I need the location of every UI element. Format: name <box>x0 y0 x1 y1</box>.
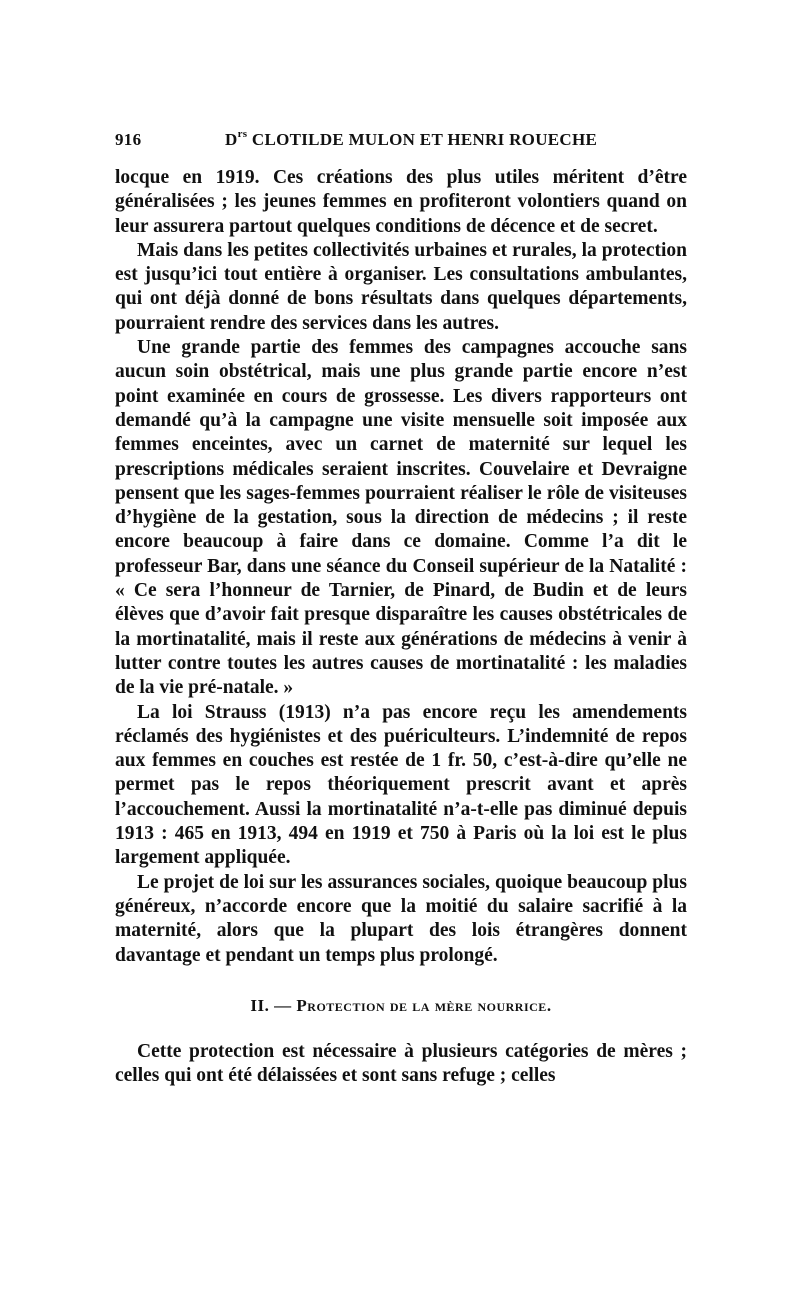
paragraph-continued: locque en 1919. Ces créations des plus utiles méritent d’être généralisées ; les jeunes femmes en profiteront volontiers quand on leur assurera partout quelques conditions de décence et de secret. <box>115 167 687 237</box>
page-number: 916 <box>115 130 142 149</box>
paragraph-mere-nourrice: Cette protection est nécessaire à plusieurs catégories de mères ; celles qui ont été délaissées et sont sans refuge ; celles <box>115 1041 687 1087</box>
paragraph-loi-strauss: La loi Strauss (1913) n’a pas encore reçu les amendements réclamés des hygiénistes et des puériculteurs. L’indemnité de repos aux femmes en couches est restée de 1 fr. 50, c’est-à-dire qu’elle ne permet pas le repos théoriquement prescrit avant et après l’accouchement. Aussi la mortinatalité n’a-t-elle pas diminué depuis 1913 : 465 en 1913, 494 en 1919 et 750 à Paris où la loi est le plus largement appliquée. <box>115 701 687 869</box>
paragraph-rural-women: Une grande partie des femmes des campagnes accouche sans aucun soin obstétrical, mais une plus grande partie encore n’est point examinée en cours de grossesse. Les divers rapporteurs ont demandé qu’à la campagne une visite mensuelle soit imposée aux femmes enceintes, avec un carnet de maternité sur lequel les prescriptions médicales seraient inscrites. Couvelaire et Devraigne pensent que les sages-femmes pourraient réaliser le rôle de visiteuses d’hygiène de la gestation, sous la direction de médecins ; il reste encore beaucoup à faire dans ce domaine. Comme l’a dit le professeur Bar, dans une séance du Conseil supérieur de la Natalité : « Ce sera l’honneur de Tarnier, de Pinard, de Budin et de leurs élèves que d’avoir fait presque disparaître les causes obstétricales de la mortinatalité, mais il reste aux générations de médecins à venir à lutter contre toutes les autres causes de mortinatalité : les maladies de la vie pré-natale. » <box>115 337 687 699</box>
running-title <box>225 130 597 150</box>
document-page <box>115 130 687 1089</box>
title-superscript: rs <box>237 128 248 140</box>
section-title: Protection de la mère nourrice. <box>296 995 552 1015</box>
running-head <box>115 130 687 158</box>
paragraph-assurances-sociales: Le projet de loi sur les assurances sociales, quoique beaucoup plus généreux, n’accorde encore que la moitié du salaire sacrifié à la maternité, alors que la plupart des lois étrangères donnent davantage et pendant un temps plus prolongé. <box>115 871 687 966</box>
body-text <box>115 166 687 1089</box>
title-prefix: D <box>225 130 238 149</box>
paragraph-small-collectivities: Mais dans les petites collectivités urbaines et rurales, la protection est jusqu’ici tout entière à organiser. Les consultations ambulantes, qui ont déjà donné de bons résultats dans quelques départements, pourraient rendre des services dans les autres. <box>115 239 687 334</box>
section-body <box>115 1040 687 1089</box>
title-authors: CLOTILDE MULON ET HENRI ROUECHE <box>247 130 598 149</box>
section-heading <box>115 994 687 1018</box>
section-number: II. — <box>250 995 292 1015</box>
